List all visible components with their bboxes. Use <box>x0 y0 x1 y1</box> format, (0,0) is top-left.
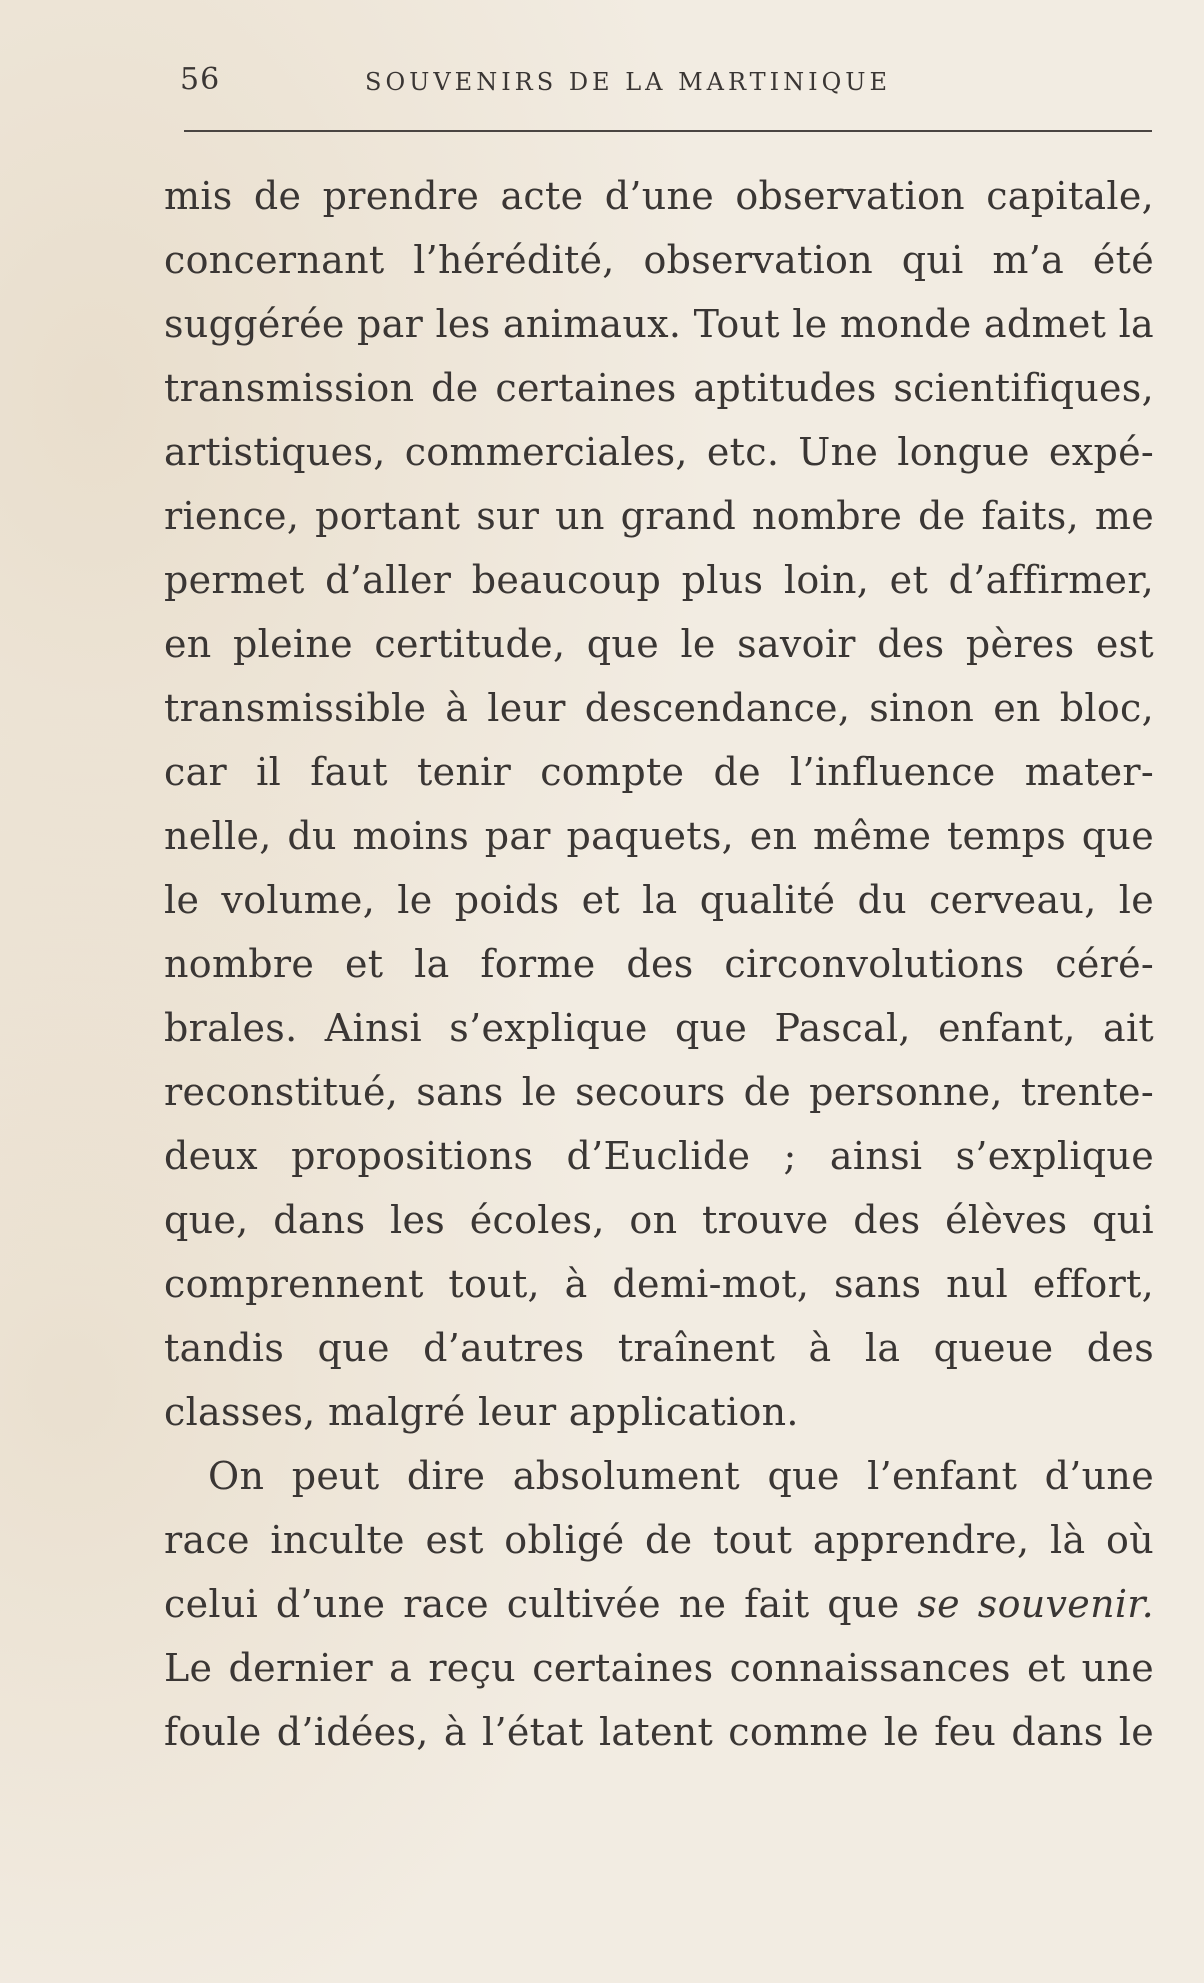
page-number: 56 <box>180 62 221 97</box>
text-line: transmission de certaines aptitudes scientifiques, <box>164 366 1154 410</box>
text-line: car il faut tenir compte de l’influence mater- <box>164 750 1154 794</box>
text-line: On peut dire absolument que l’enfant d’une <box>208 1454 1154 1498</box>
body-text <box>164 164 1154 1764</box>
text-segment: celui d’une race cultivée ne fait que <box>164 1582 900 1626</box>
text-line: que, dans les écoles, on trouve des élèves qui <box>164 1198 1154 1242</box>
text-line: classes, malgré leur application. <box>164 1390 799 1434</box>
text-line: le volume, le poids et la qualité du cerveau, le <box>164 878 1154 922</box>
text-line: mis de prendre acte d’une observation capitale, <box>164 174 1154 218</box>
running-title: SOUVENIRS DE LA MARTINIQUE <box>365 68 892 96</box>
italic-phrase: se souvenir. <box>917 1582 1154 1626</box>
header-rule <box>184 130 1152 132</box>
paragraph-1 <box>164 164 1154 1444</box>
text-line: suggérée par les animaux. Tout le monde admet la <box>164 302 1154 346</box>
text-line: deux propositions d’Euclide ; ainsi s’explique <box>164 1134 1154 1178</box>
text-line: concernant l’hérédité, observation qui m’a été <box>164 238 1154 282</box>
text-line: race inculte est obligé de tout apprendre, là où <box>164 1518 1154 1562</box>
paragraph-2 <box>164 1444 1154 1764</box>
text-line: foule d’idées, à l’état latent comme le feu dans le <box>164 1710 1154 1754</box>
text-line: transmissible à leur descendance, sinon en bloc, <box>164 686 1154 730</box>
text-line: nelle, du moins par paquets, en même temps que <box>164 814 1154 858</box>
text-line: permet d’aller beaucoup plus loin, et d’affirmer, <box>164 558 1154 602</box>
page-header <box>180 62 1150 112</box>
text-line: rience, portant sur un grand nombre de faits, me <box>164 494 1154 538</box>
text-line: tandis que d’autres traînent à la queue des <box>164 1326 1154 1370</box>
text-line: en pleine certitude, que le savoir des pères est <box>164 622 1154 666</box>
text-line: artistiques, commerciales, etc. Une longue expé- <box>164 430 1154 474</box>
text-line-with-italic <box>164 1572 1154 1636</box>
text-line: brales. Ainsi s’explique que Pascal, enfant, ait <box>164 1006 1154 1050</box>
text-line: reconstitué, sans le secours de personne, trente- <box>164 1070 1154 1114</box>
text-line: comprennent tout, à demi-mot, sans nul effort, <box>164 1262 1154 1306</box>
text-line: Le dernier a reçu certaines connaissances et une <box>164 1646 1154 1690</box>
text-line: nombre et la forme des circonvolutions céré- <box>164 942 1154 986</box>
